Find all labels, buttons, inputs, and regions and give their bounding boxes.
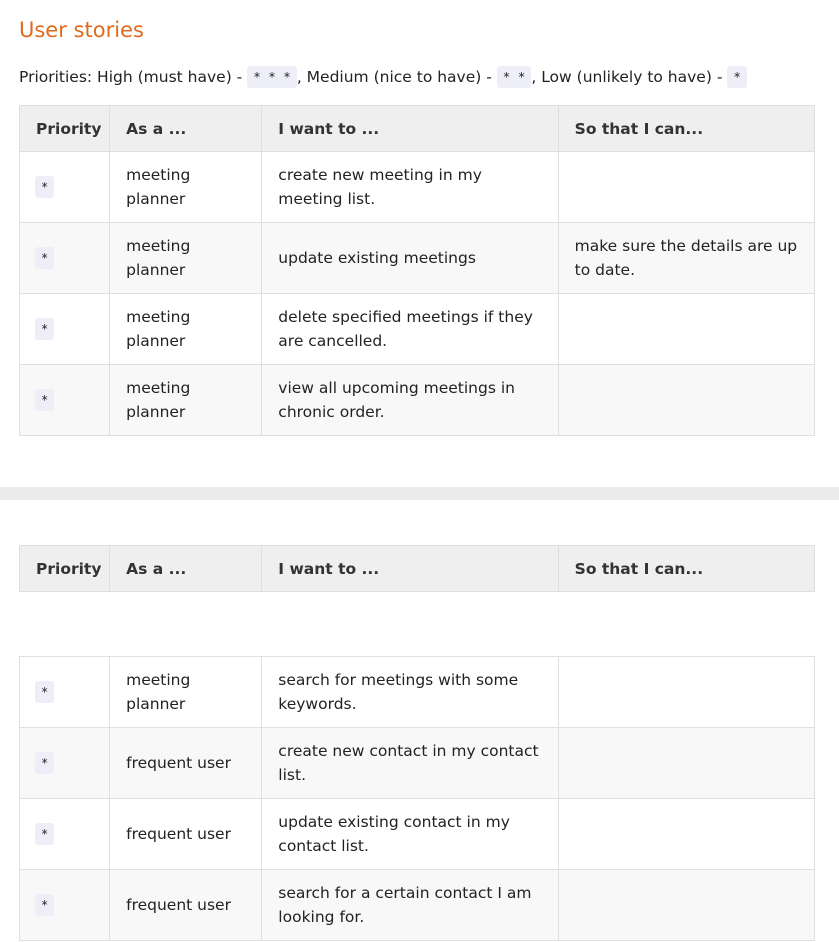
role-cell: meeting planner [110, 223, 262, 294]
header-priority: Priority [20, 546, 110, 592]
role-cell: frequent user [110, 870, 262, 941]
priority-code: * [35, 176, 54, 198]
priority-low-code: * [727, 66, 747, 88]
priority-cell [20, 223, 110, 294]
priority-code: * [35, 389, 54, 411]
priority-code: * [35, 894, 54, 916]
priority-cell [20, 728, 110, 799]
user-stories-table-header-repeat [19, 545, 815, 592]
role-cell: meeting planner [110, 294, 262, 365]
want-cell: search for meetings with some keywords. [262, 657, 558, 728]
page-two [0, 500, 839, 942]
priority-code: * [35, 823, 54, 845]
so-that-cell [558, 657, 814, 728]
want-cell: create new contact in my contact list. [262, 728, 558, 799]
priority-code: * [35, 681, 54, 703]
priority-cell [20, 294, 110, 365]
priority-cell [20, 799, 110, 870]
table-row [20, 799, 815, 870]
so-that-cell: make sure the details are up to date. [558, 223, 814, 294]
user-stories-table [19, 105, 815, 436]
want-cell: view all upcoming meetings in chronic order. [262, 365, 558, 436]
want-cell: delete specified meetings if they are cancelled. [262, 294, 558, 365]
header-want: I want to ... [262, 546, 558, 592]
table-row [20, 223, 815, 294]
section-heading: User stories [19, 18, 144, 42]
table-row [20, 657, 815, 728]
priorities-low-label: , Low (unlikely to have) - [531, 68, 728, 86]
page-one [0, 0, 839, 441]
priority-cell [20, 870, 110, 941]
table-row [20, 870, 815, 941]
so-that-cell [558, 728, 814, 799]
so-that-cell [558, 365, 814, 436]
header-want: I want to ... [262, 106, 558, 152]
want-cell: update existing meetings [262, 223, 558, 294]
priority-code: * [35, 318, 54, 340]
want-cell: search for a certain contact I am looking for. [262, 870, 558, 941]
want-cell: update existing contact in my contact list. [262, 799, 558, 870]
priorities-prefix: Priorities: High (must have) - [19, 68, 248, 86]
priorities-legend [19, 66, 747, 88]
priority-code: * [35, 752, 54, 774]
header-role: As a ... [110, 106, 262, 152]
so-that-cell [558, 294, 814, 365]
priority-code: * [35, 247, 54, 269]
table-row [20, 365, 815, 436]
table-row [20, 152, 815, 223]
role-cell: meeting planner [110, 152, 262, 223]
want-cell: create new meeting in my meeting list. [262, 152, 558, 223]
table-header-row [20, 546, 815, 592]
table-header-row [20, 106, 815, 152]
header-priority: Priority [20, 106, 110, 152]
header-role: As a ... [110, 546, 262, 592]
role-cell: meeting planner [110, 365, 262, 436]
so-that-cell [558, 152, 814, 223]
so-that-cell [558, 799, 814, 870]
priority-cell [20, 657, 110, 728]
page-break [0, 487, 839, 500]
role-cell: meeting planner [110, 657, 262, 728]
priority-high-code: * * * [247, 66, 297, 88]
priority-medium-code: * * [497, 66, 532, 88]
role-cell: frequent user [110, 799, 262, 870]
table-row [20, 294, 815, 365]
so-that-cell [558, 870, 814, 941]
header-so-that: So that I can... [558, 546, 814, 592]
role-cell: frequent user [110, 728, 262, 799]
priority-cell [20, 365, 110, 436]
priorities-medium-label: , Medium (nice to have) - [296, 68, 497, 86]
user-stories-table-continued [19, 656, 815, 941]
header-so-that: So that I can... [558, 106, 814, 152]
priority-cell [20, 152, 110, 223]
table-row [20, 728, 815, 799]
